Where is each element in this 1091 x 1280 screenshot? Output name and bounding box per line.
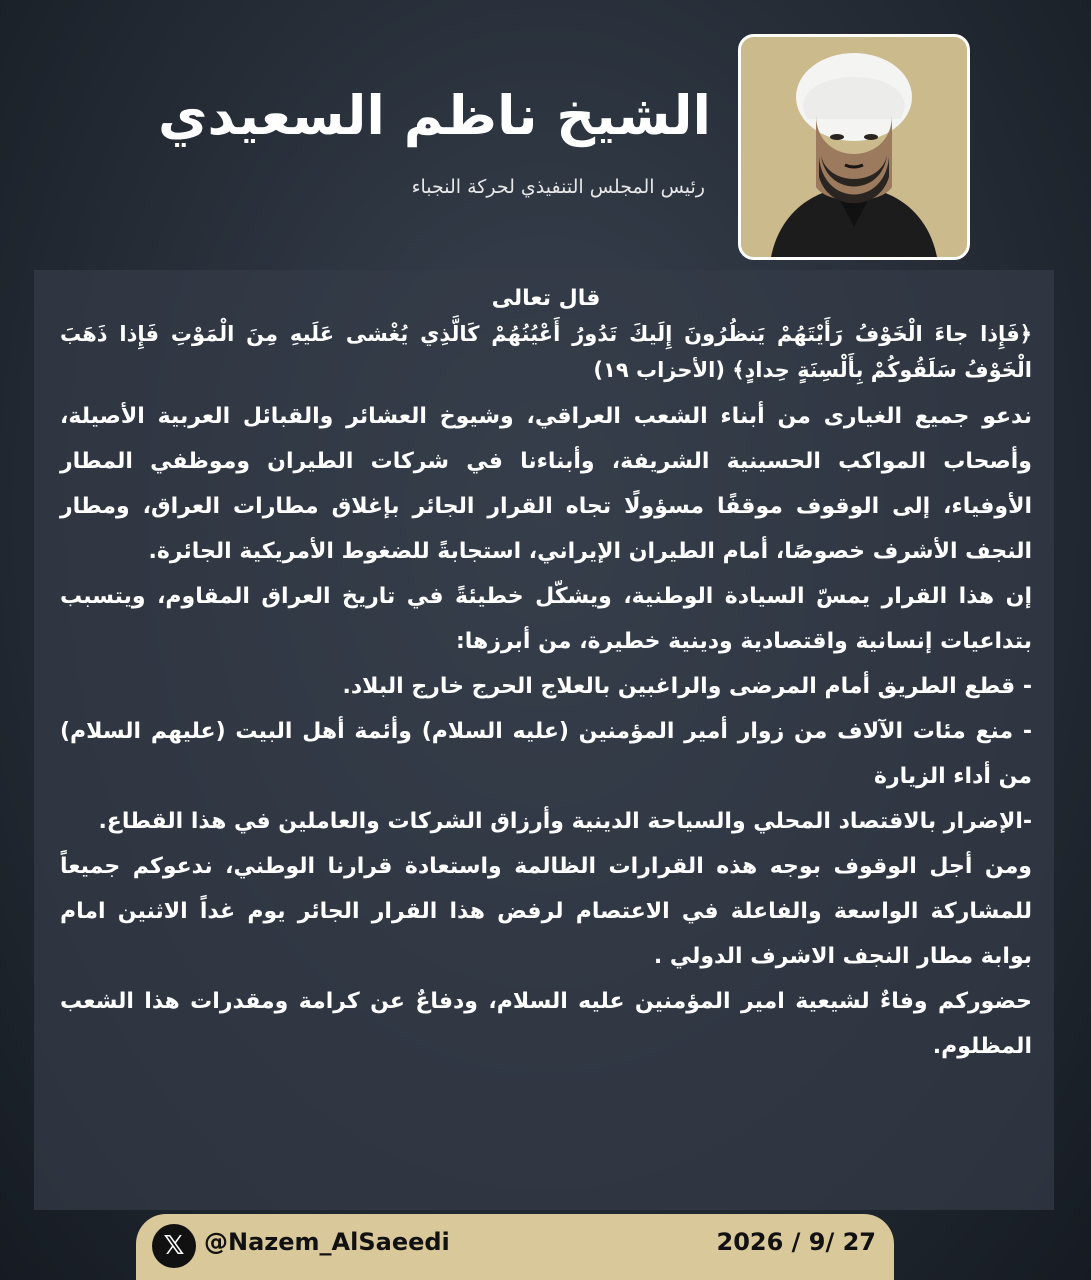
statement-bullet: - قطع الطريق أمام المرضى والراغبين بالعلاج الحرج خارج البلاد. — [342, 674, 1032, 699]
statement-body — [60, 280, 1032, 1069]
header — [0, 0, 1091, 270]
portrait-illustration — [741, 37, 967, 257]
statement-bullet: - منع مئات الآلاف من زوار أمير المؤمنين (عليه السلام) وأئمة أهل البيت (عليهم السلام) من أداء الزيارة — [60, 719, 1032, 789]
statement-bullet: -الإضرار بالاقتصاد المحلي والسياحة الدينية وأرزاق الشركات والعاملين في هذا القطاع. — [98, 809, 1032, 834]
portrait-photo — [738, 34, 970, 260]
speaker-title: رئيس المجلس التنفيذي لحركة النجباء — [411, 176, 705, 198]
x-logo-icon[interactable]: 𝕏 — [152, 1224, 196, 1268]
quran-verse: ﴿فَإِذا جاءَ الْخَوْفُ رَأَيْتَهُمْ يَنظُرُونَ إِلَيكَ تَدُورُ أَعْيُنُهُمْ كَالَّذِي يُغْشى عَلَيهِ مِنَ الْمَوْتِ فَإِذا ذَهَبَ الْخَوْفُ سَلَقُوكُمْ بِأَلْسِنَةٍ حِدادٍ﴾ (الأحزاب ١٩) — [60, 322, 1032, 382]
statement-heading: قال تعالى — [491, 286, 601, 311]
footer-bar — [136, 1214, 894, 1280]
statement-paragraph: حضوركم وفاءٌ لشيعية امير المؤمنين عليه السلام، ودفاعٌ عن كرامة ومقدرات هذا الشعب المظلوم. — [60, 989, 1032, 1059]
statement-paragraph: إن هذا القرار يمسّ السيادة الوطنية، ويشكّل خطيئةً في تاريخ العراق المقاوم، ويتسبب بتداعيات إنسانية واقتصادية ودينية خطيرة، من أبرزها: — [60, 584, 1032, 654]
statement-paragraph: ندعو جميع الغيارى من أبناء الشعب العراقي، وشيوخ العشائر والقبائل العربية الأصيلة، وأصحاب المواكب الحسينية الشريفة، وأبناءنا في شركات الطيران وموظفي المطار الأوفياء، إلى الوقوف موقفًا مسؤولًا تجاه القرار الجائر بإغلاق مطارات العراق، ومطار النجف الأشرف خصوصًا، أمام الطيران الإيراني، استجابةً للضغوط الأمريكية الجائرة. — [60, 404, 1032, 564]
speaker-name: الشيخ ناظم السعيدي — [158, 84, 711, 147]
social-handle[interactable]: @Nazem_AlSaeedi — [204, 1228, 450, 1256]
statement-date: 2026 / 9/ 27 — [716, 1228, 876, 1256]
statement-paragraph: ومن أجل الوقوف بوجه هذه القرارات الظالمة واستعادة قرارنا الوطني، ندعوكم جميعاً للمشاركة الواسعة والفاعلة في الاعتصام لرفض هذا القرار الجائر يوم غداً الاثنين امام بوابة مطار النجف الاشرف الدولي . — [60, 854, 1032, 969]
